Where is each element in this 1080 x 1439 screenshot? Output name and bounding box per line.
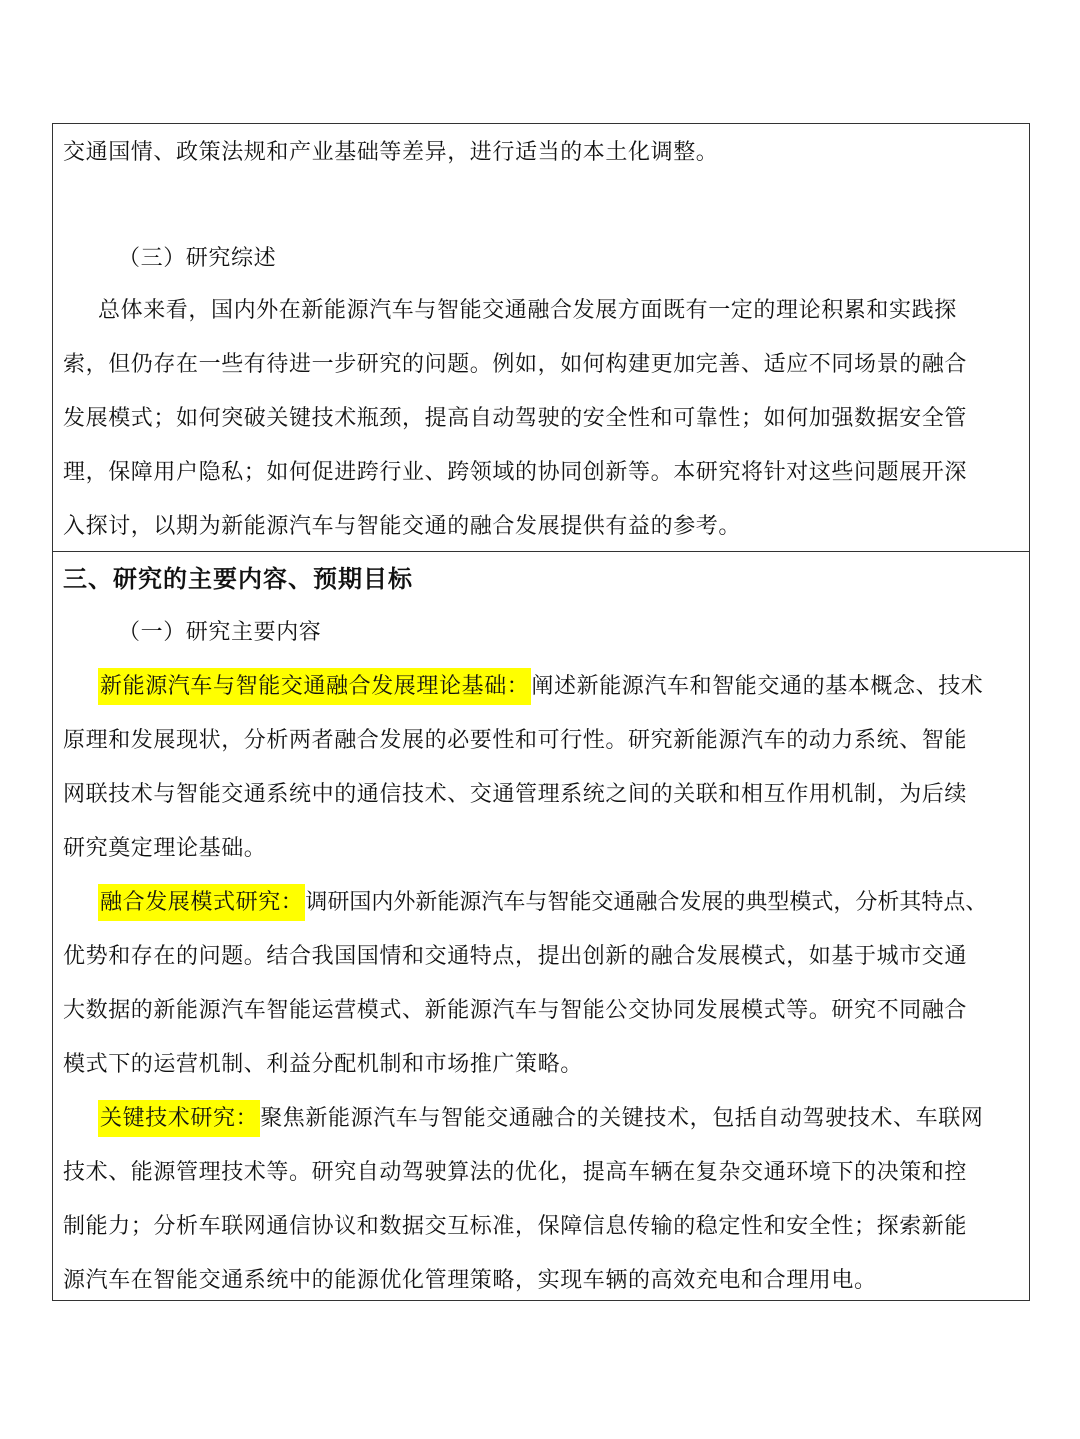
paragraph-line: 模式下的运营机制、利益分配机制和市场推广策略。	[63, 1052, 583, 1077]
paragraph-line: 原理和发展现状，分析两者融合发展的必要性和可行性。研究新能源汽车的动力系统、智能	[63, 728, 968, 753]
paragraph-line: 发展模式；如何突破关键技术瓶颈，提高自动驾驶的安全性和可靠性；如何加强数据安全管	[63, 406, 968, 431]
paragraph-text: 阐述新能源汽车和智能交通的基本概念、技术	[531, 674, 984, 699]
paragraph-line: 大数据的新能源汽车智能运营模式、新能源汽车与智能公交协同发展模式等。研究不同融合	[63, 998, 968, 1023]
subheading-research-review: （三）研究综述	[118, 246, 277, 271]
paragraph-text: 聚焦新能源汽车与智能交通融合的关键技术，包括自动驾驶技术、车联网	[260, 1106, 984, 1131]
block-model-first-line	[98, 888, 1019, 918]
block-theory-first-line	[98, 672, 1019, 702]
table-cell-review	[53, 124, 1029, 552]
paragraph-line: 研究奠定理论基础。	[63, 836, 267, 861]
highlight-key-tech: 关键技术研究：	[98, 1100, 260, 1137]
paragraph-text: 调研国内外新能源汽车与智能交通融合发展的典型模式，分析其特点、	[305, 890, 988, 915]
paragraph-line: 源汽车在智能交通系统中的能源优化管理策略，实现车辆的高效充电和合理用电。	[63, 1268, 877, 1293]
paragraph-line: 优势和存在的问题。结合我国国情和交通特点，提出创新的融合发展模式，如基于城市交通	[63, 944, 968, 969]
highlight-theory-basis: 新能源汽车与智能交通融合发展理论基础：	[98, 668, 531, 705]
paragraph-line: 技术、能源管理技术等。研究自动驾驶算法的优化，提高车辆在复杂交通环境下的决策和控	[63, 1160, 968, 1185]
subheading-main-content: （一）研究主要内容	[118, 620, 322, 645]
paragraph-line: 理，保障用户隐私；如何促进跨行业、跨领域的协同创新等。本研究将针对这些问题展开深	[63, 460, 968, 485]
section-title: 三、研究的主要内容、预期目标	[63, 565, 413, 593]
paragraph-line: 制能力；分析车联网通信协议和数据交互标准，保障信息传输的稳定性和安全性；探索新能	[63, 1214, 968, 1239]
paragraph-line: 网联技术与智能交通系统中的通信技术、交通管理系统之间的关联和相互作用机制，为后续	[63, 782, 968, 807]
document-table	[52, 123, 1030, 1301]
paragraph-line: 入探讨，以期为新能源汽车与智能交通的融合发展提供有益的参考。	[63, 514, 742, 539]
paragraph-line: 总体来看，国内外在新能源汽车与智能交通融合发展方面既有一定的理论积累和实践探	[98, 298, 957, 323]
paragraph-line: 索，但仍存在一些有待进一步研究的问题。例如，如何构建更加完善、适应不同场景的融合	[63, 352, 968, 377]
highlight-model-research: 融合发展模式研究：	[98, 884, 305, 921]
paragraph-line: 交通国情、政策法规和产业基础等差异，进行适当的本土化调整。	[63, 140, 719, 165]
block-tech-first-line	[98, 1104, 1019, 1134]
table-cell-main-content	[53, 552, 1029, 1300]
